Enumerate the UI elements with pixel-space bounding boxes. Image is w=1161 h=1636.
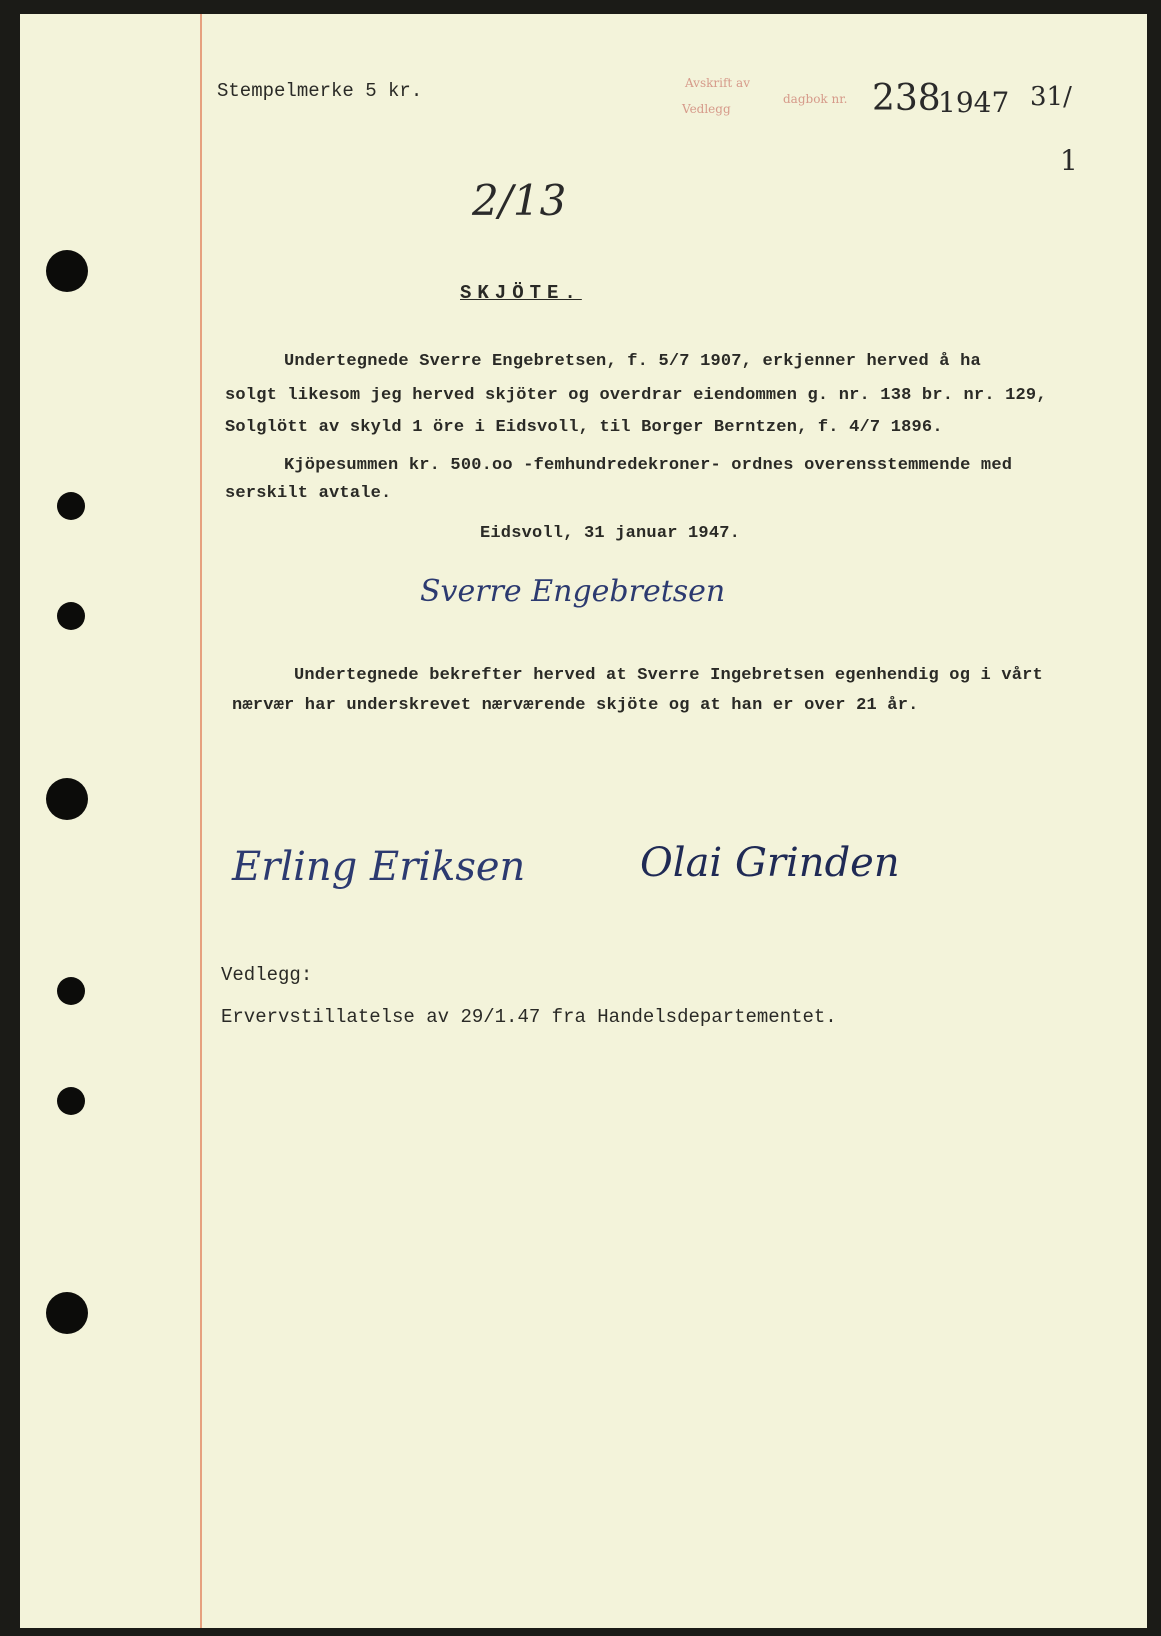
para3-line2: nærvær har underskrevet nærværende skjöte og at han er over 21 år.: [232, 696, 919, 715]
para1-line1: Undertegnede Sverre Engebretsen, f. 5/7 1907, erkjenner herved å ha: [284, 352, 981, 371]
attachment-label: Vedlegg:: [221, 964, 313, 986]
folio-mark: 2/13: [472, 176, 567, 225]
binder-hole: [46, 1292, 88, 1334]
stamp-mark-text: Stempelmerke 5 kr.: [217, 80, 423, 102]
witness1-signature: Erling Eriksen: [232, 844, 526, 890]
journal-extra: 31/: [1030, 82, 1072, 112]
journal-year: 1947: [938, 86, 1010, 119]
binder-hole: [46, 778, 88, 820]
para2-line1: Kjöpesummen kr. 500.oo -femhundredekroner- ordnes overensstemmende med: [284, 456, 1013, 475]
office-stamp-line2: Vedlegg: [682, 102, 731, 116]
para2-line2: serskilt avtale.: [225, 484, 392, 503]
place-date: Eidsvoll, 31 januar 1947.: [480, 524, 741, 543]
journal-number: 238: [872, 78, 941, 119]
journal-extra-2: 1: [1060, 144, 1078, 177]
document-page: [20, 14, 1147, 1628]
margin-line: [200, 14, 202, 1628]
seller-signature: Sverre Engebretsen: [420, 574, 726, 609]
binder-hole: [57, 492, 85, 520]
binder-hole: [57, 977, 85, 1005]
witness2-signature: Olai Grinden: [640, 840, 900, 886]
para3-line1: Undertegnede bekrefter herved at Sverre Ingebretsen egenhendig og i vårt: [294, 666, 1043, 685]
attachment-text: Ervervstillatelse av 29/1.47 fra Handelsdepartementet.: [221, 1006, 837, 1028]
office-stamp-line1: Avskrift av: [685, 76, 750, 90]
document-title: SKJÖTE.: [460, 282, 582, 304]
binder-hole: [57, 1087, 85, 1115]
office-stamp-line3: dagbok nr.: [783, 92, 848, 106]
binder-hole: [57, 602, 85, 630]
binder-hole: [46, 250, 88, 292]
para1-line2: solgt likesom jeg herved skjöter og overdrar eiendommen g. nr. 138 br. nr. 129,: [225, 386, 1047, 405]
para1-line3: Solglött av skyld 1 öre i Eidsvoll, til Borger Berntzen, f. 4/7 1896.: [225, 418, 943, 437]
